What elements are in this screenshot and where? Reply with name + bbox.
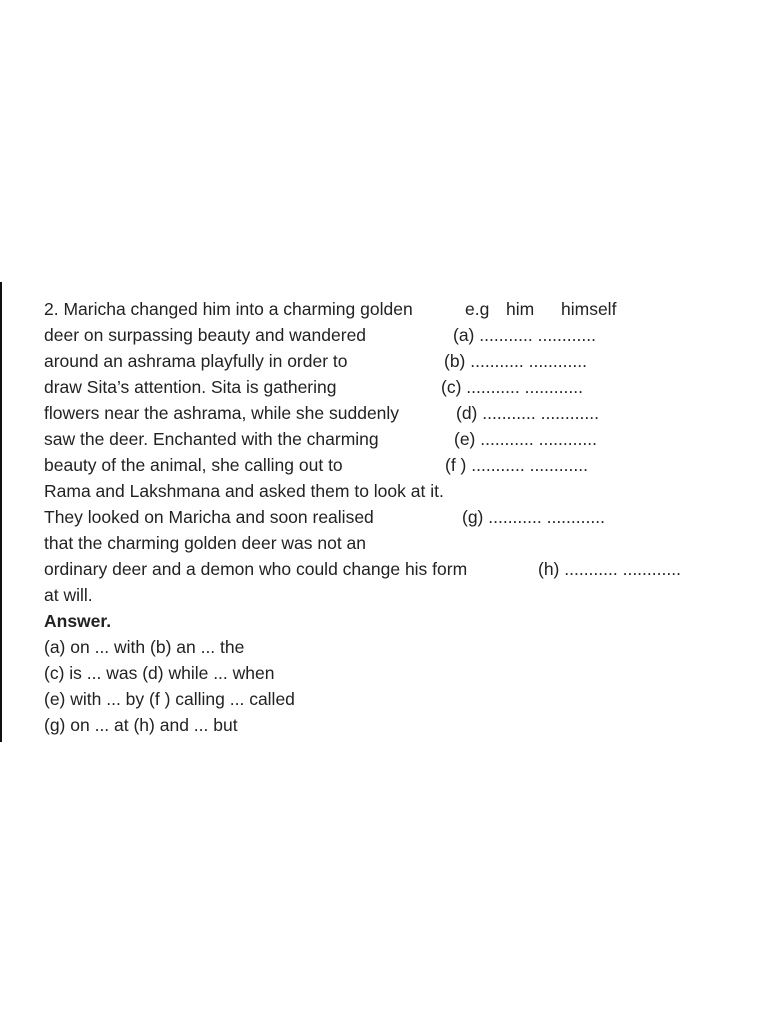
passage-text: that the charming golden deer was not an xyxy=(44,533,367,553)
passage-line xyxy=(44,400,744,426)
blank-g: (g) ........... ............ xyxy=(462,507,605,527)
answer-heading: Answer. xyxy=(44,611,112,631)
passage-line xyxy=(44,348,744,374)
passage-line xyxy=(44,452,744,478)
example-word-2: himself xyxy=(561,299,617,319)
passage-line xyxy=(44,426,744,452)
answer-text: (e) with ... by (f ) calling ... called xyxy=(44,689,295,709)
passage-text: Rama and Lakshmana and asked them to look at it. xyxy=(44,481,444,501)
answer-line xyxy=(44,686,744,712)
left-margin-rule xyxy=(0,282,2,742)
blank-e: (e) ........... ............ xyxy=(454,429,597,449)
answer-line xyxy=(44,634,744,660)
passage-text: saw the deer. Enchanted with the charming xyxy=(44,429,379,449)
blank-c: (c) ........... ............ xyxy=(441,377,583,397)
example-label: e.g xyxy=(465,299,490,319)
blank-a: (a) ........... ............ xyxy=(453,325,596,345)
answer-text: (c) is ... was (d) while ... when xyxy=(44,663,275,683)
answer-line xyxy=(44,712,744,738)
passage-text: 2. Maricha changed him into a charming golden xyxy=(44,299,413,319)
answer-heading-line xyxy=(44,608,744,634)
blank-h: (h) ........... ............ xyxy=(538,559,681,579)
passage-line xyxy=(44,322,744,348)
passage-line xyxy=(44,530,744,556)
blank-d: (d) ........... ............ xyxy=(456,403,599,423)
passage-text: beauty of the animal, she calling out to xyxy=(44,455,343,475)
answer-line xyxy=(44,660,744,686)
passage-text: flowers near the ashrama, while she suddenly xyxy=(44,403,400,423)
answer-text: (g) on ... at (h) and ... but xyxy=(44,715,238,735)
passage-text: around an ashrama playfully in order to xyxy=(44,351,348,371)
answer-text: (a) on ... with (b) an ... the xyxy=(44,637,245,657)
passage-text: deer on surpassing beauty and wandered xyxy=(44,325,367,345)
example-word-1: him xyxy=(506,299,535,319)
exercise-document xyxy=(44,296,744,738)
passage-line xyxy=(44,504,744,530)
passage-line xyxy=(44,582,744,608)
passage-line xyxy=(44,374,744,400)
blank-b: (b) ........... ............ xyxy=(444,351,587,371)
passage-text: They looked on Maricha and soon realised xyxy=(44,507,374,527)
passage-text: draw Sita’s attention. Sita is gathering xyxy=(44,377,337,397)
passage-text: at will. xyxy=(44,585,93,605)
passage-line xyxy=(44,296,744,322)
blank-f: (f ) ........... ............ xyxy=(445,455,588,475)
passage-text: ordinary deer and a demon who could change his form xyxy=(44,559,468,579)
passage-line xyxy=(44,478,744,504)
passage-line xyxy=(44,556,744,582)
